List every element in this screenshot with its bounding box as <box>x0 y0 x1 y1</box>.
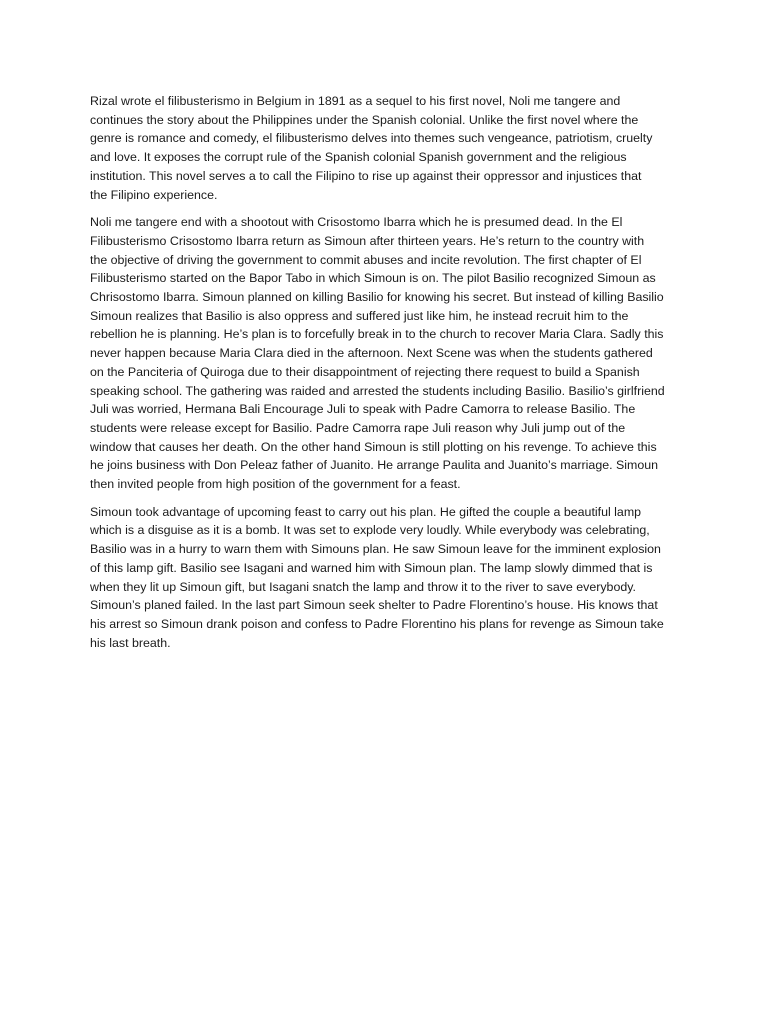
text-line: rebellion he is planning. He’s plan is to forcefully break in to the church to recover Maria Clara. Sadly this <box>90 327 664 342</box>
text-line: speaking school. The gathering was raided and arrested the students including Basilio. Basilio’s girlfriend <box>90 383 665 398</box>
document-page <box>90 92 682 661</box>
text-line: and love. It exposes the corrupt rule of the Spanish colonial Spanish government and the religious <box>90 150 627 165</box>
text-line: the objective of driving the government to commit abuses and incite revolution. The first chapter of El <box>90 252 642 267</box>
text-line: never happen because Maria Clara died in the afternoon. Next Scene was when the students gathered <box>90 346 653 361</box>
text-line: then invited people from high position of the government for a feast. <box>90 477 461 492</box>
text-line: the Filipino experience. <box>90 187 218 202</box>
text-line: Simoun realizes that Basilio is also oppress and suffered just like him, he instead recruit him to the <box>90 308 629 323</box>
text-line: Simoun took advantage of upcoming feast to carry out his plan. He gifted the couple a beautiful lamp <box>90 504 642 519</box>
text-line: students were release except for Basilio. Padre Camorra rape Juli reason why Juli jump out of the <box>90 420 626 435</box>
text-line: Noli me tangere end with a shootout with Crisostomo Ibarra which he is presumed dead. In the El <box>90 215 623 230</box>
text-line: Filibusterismo Crisostomo Ibarra return as Simoun after thirteen years. He’s return to the country with <box>90 233 645 248</box>
text-line: his arrest so Simoun drank poison and confess to Padre Florentino his plans for revenge as Simoun take <box>90 616 664 631</box>
text-line: on the Panciteria of Quiroga due to their disappointment of rejecting there request to build a Spanish <box>90 364 640 379</box>
text-line: Chrisostomo Ibarra. Simoun planned on killing Basilio for knowing his secret. But instead of killing Basilio <box>90 290 664 305</box>
text-line: Filibusterismo started on the Bapor Tabo in which Simoun is on. The pilot Basilio recognized Simoun as <box>90 271 656 286</box>
paragraph-2 <box>90 213 682 494</box>
text-line: when they lit up Simoun gift, but Isagani snatch the lamp and throw it to the river to save everybody. <box>90 579 636 594</box>
paragraph-1 <box>90 92 682 204</box>
text-line: Juli was worried, Hermana Bali Encourage Juli to speak with Padre Camorra to release Basilio. The <box>90 402 636 417</box>
text-line: he joins business with Don Peleaz father of Juanito. He arrange Paulita and Juanito’s marriage. Simoun <box>90 458 659 473</box>
text-line: Simoun’s planed failed. In the last part Simoun seek shelter to Padre Florentino’s house. His knows that <box>90 598 658 613</box>
text-line: genre is romance and comedy, el filibusterismo delves into themes such vengeance, patriotism, cruelty <box>90 131 653 146</box>
text-line: institution. This novel serves a to call the Filipino to rise up against their oppressor and injustices that <box>90 168 642 183</box>
text-line: window that causes her death. On the other hand Simoun is still plotting on his revenge. To achieve this <box>90 439 657 454</box>
paragraph-3 <box>90 503 682 653</box>
text-line: which is a disguise as it is a bomb. It was set to explode very loudly. While everybody was celebrating, <box>90 523 650 538</box>
text-line: Rizal wrote el filibusterismo in Belgium in 1891 as a sequel to his first novel, Noli me tangere and <box>90 94 621 108</box>
text-line: Basilio was in a hurry to warn them with Simouns plan. He saw Simoun leave for the imminent explosion <box>90 542 661 557</box>
text-line: his last breath. <box>90 635 171 650</box>
text-line: continues the story about the Philippines under the Spanish colonial. Unlike the first novel where the <box>90 112 639 127</box>
text-line: of this lamp gift. Basilio see Isagani and warned him with Simoun plan. The lamp slowly dimmed that is <box>90 560 653 575</box>
